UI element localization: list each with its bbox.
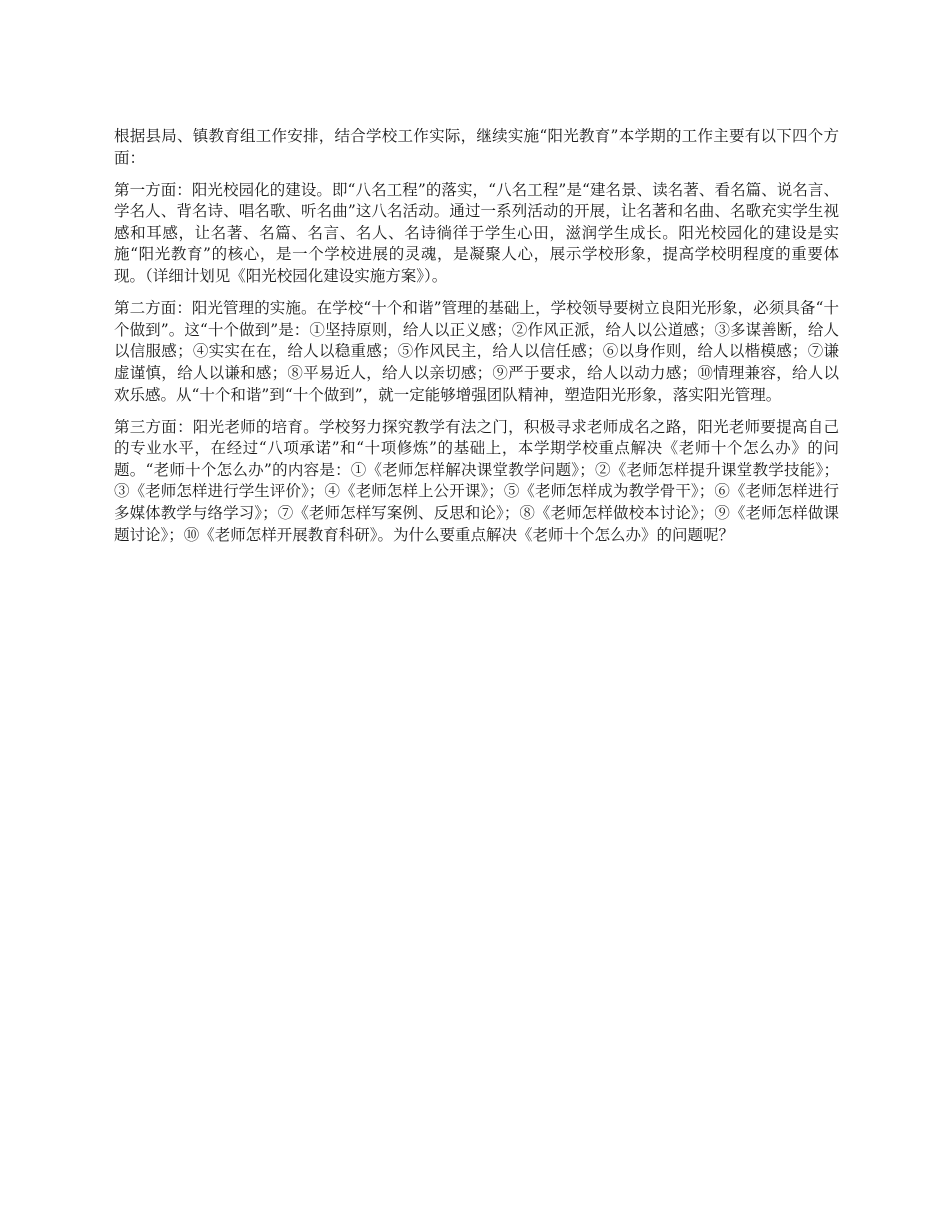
- paragraph-aspect-three: 第三方面：阳光老师的培育。学校努力探究教学有法之门，积极寻求老师成名之路，阳光老师要提高自己的专业水平，在经过“八项承诺”和“十项修炼”的基础上，本学期学校重点解决《老师十个怎么办》的问题。“老师十个怎么办”的内容是：①《老师怎样解决课堂教学问题》；②《老师怎样提升课堂教学技能》；③《老师怎样进行学生评价》；④《老师怎样上公开课》；⑤《老师怎样成为教学骨干》；⑥《老师怎样进行多媒体教学与络学习》；⑦《老师怎样写案例、反思和论》；⑧《老师怎样做校本讨论》；⑨《老师怎样做课题讨论》；⑩《老师怎样开展教育科研》。为什么要重点解决《老师十个怎么办》的问题呢？: [114, 417, 839, 544]
- paragraph-intro: 根据县局、镇教育组工作安排，结合学校工作实际，继续实施“阳光教育”本学期的工作主要有以下四个方面：: [114, 127, 839, 167]
- paragraph-aspect-two: 第二方面：阳光管理的实施。在学校“十个和谐”管理的基础上，学校领导要树立良阳光形象，必须具备“十个做到”。这“十个做到”是：①坚持原则，给人以正义感；②作风正派，给人以公道感；③多谋善断，给人以信服感；④实实在在，给人以稳重感；⑤作风民主，给人以信任感；⑥以身作则，给人以楷模感；⑦谦虚谨慎，给人以谦和感；⑧平易近人，给人以亲切感；⑨严于要求，给人以动力感；⑩情理兼容，给人以欢乐感。从“十个和谐”到“十个做到”，就一定能够增强团队精神，塑造阳光形象，落实阳光管理。: [114, 299, 839, 404]
- document-body: [114, 126, 839, 557]
- paragraph-aspect-one: 第一方面：阳光校园化的建设。即“八名工程”的落实，“八名工程”是“建名景、读名著、看名篇、说名言、学名人、背名诗、唱名歌、听名曲”这八名活动。通过一系列活动的开展，让名著和名曲、名歌充实学生视感和耳感，让名著、名篇、名言、名人、名诗徜徉于学生心田，滋润学生成长。阳光校园化的建设是实施“阳光教育”的核心，是一个学校进展的灵魂，是凝聚人心，展示学校形象，提高学校明程度的重要体现。（详细计划见《阳光校园化建设实施方案》）。: [114, 180, 839, 286]
